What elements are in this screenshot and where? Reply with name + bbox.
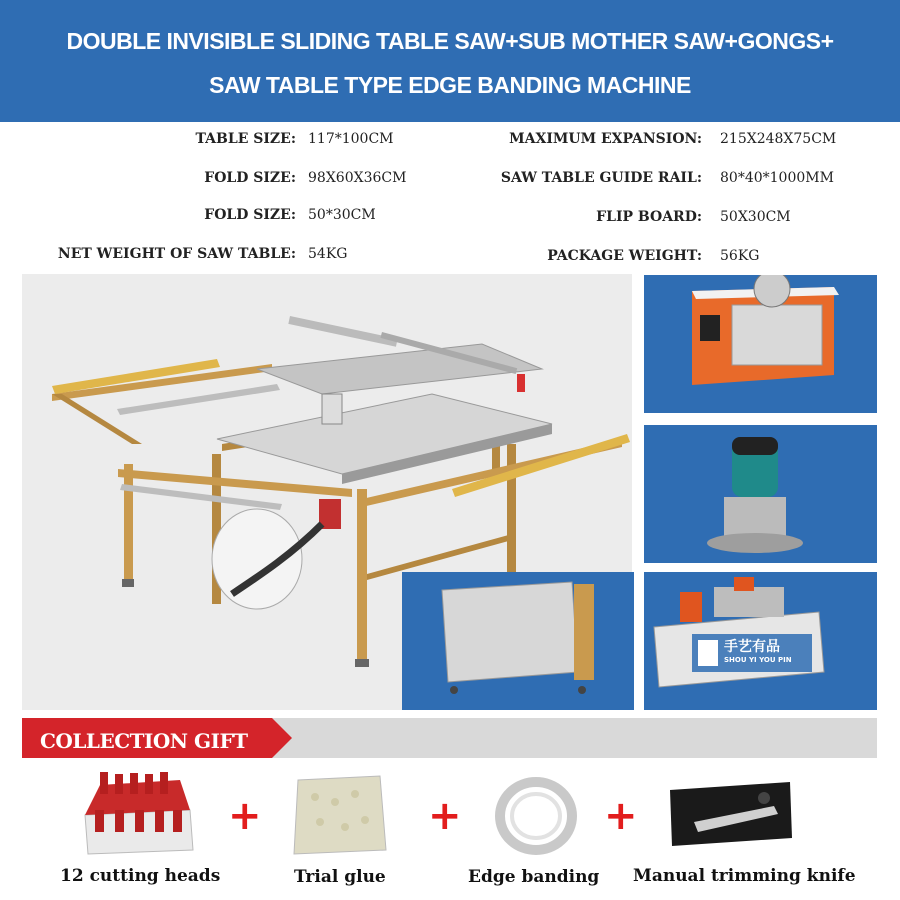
thumb-sub-mother-saw	[644, 275, 877, 413]
glue-bag-illustration	[290, 772, 390, 856]
header-banner	[0, 0, 900, 122]
folded-table-illustration	[402, 572, 634, 710]
thumb-edge-banding-machine	[644, 572, 877, 710]
edge-banding-roll-icon	[493, 776, 579, 856]
router-illustration	[644, 425, 877, 563]
brand-name-en: SHOU YI YOU PIN	[724, 656, 792, 664]
trimming-knife-icon	[664, 778, 796, 854]
thumb-gongs-router	[644, 425, 877, 563]
spec-value: 215X248X75CM	[720, 131, 837, 147]
gift-caption: Edge banding	[468, 867, 600, 887]
router-bit-set-icon	[80, 770, 198, 856]
spec-value: 98X60X36CM	[308, 170, 407, 186]
spec-label: SAW TABLE GUIDE RAIL:	[500, 170, 702, 186]
gift-caption: 12 cutting heads	[60, 866, 221, 886]
spec-value: 56KG	[720, 248, 760, 264]
plus-sign: +	[428, 793, 462, 839]
mother-saw-illustration	[644, 275, 877, 413]
spec-label: FLIP BOARD:	[596, 209, 702, 225]
spec-label: MAXIMUM EXPANSION:	[509, 131, 702, 147]
spec-label: TABLE SIZE:	[195, 131, 296, 147]
header-title-line-2: SAW TABLE TYPE EDGE BANDING MACHINE	[209, 72, 691, 98]
spec-label: FOLD SIZE:	[204, 170, 296, 186]
glue-bag-icon	[290, 772, 390, 856]
spec-value: 50*30CM	[308, 207, 376, 223]
trimming-knife-illustration	[664, 778, 796, 854]
plus-sign: +	[604, 793, 638, 839]
spec-value: 50X30CM	[720, 209, 791, 225]
thumb-folded-table	[402, 572, 634, 710]
spec-label: NET WEIGHT OF SAW TABLE:	[57, 246, 296, 262]
header-title-line-1: DOUBLE INVISIBLE SLIDING TABLE SAW+SUB MOTHER SAW+GONGS+	[66, 28, 834, 54]
spec-value: 80*40*1000MM	[720, 170, 834, 186]
spec-value: 117*100CM	[308, 131, 394, 147]
plus-sign: +	[228, 793, 262, 839]
brand-logo-icon	[698, 640, 718, 666]
brand-name-cn: 手艺有品	[724, 639, 780, 655]
gift-title: COLLECTION GIFT	[40, 729, 248, 753]
spec-value: 54KG	[308, 246, 348, 262]
spec-label: FOLD SIZE:	[204, 207, 296, 223]
gift-caption: Trial glue	[294, 867, 386, 887]
router-bit-set-illustration	[80, 770, 198, 856]
edge-banding-roll-illustration	[493, 776, 579, 856]
spec-label: PACKAGE WEIGHT:	[547, 248, 702, 264]
gift-caption: Manual trimming knife	[633, 866, 856, 886]
